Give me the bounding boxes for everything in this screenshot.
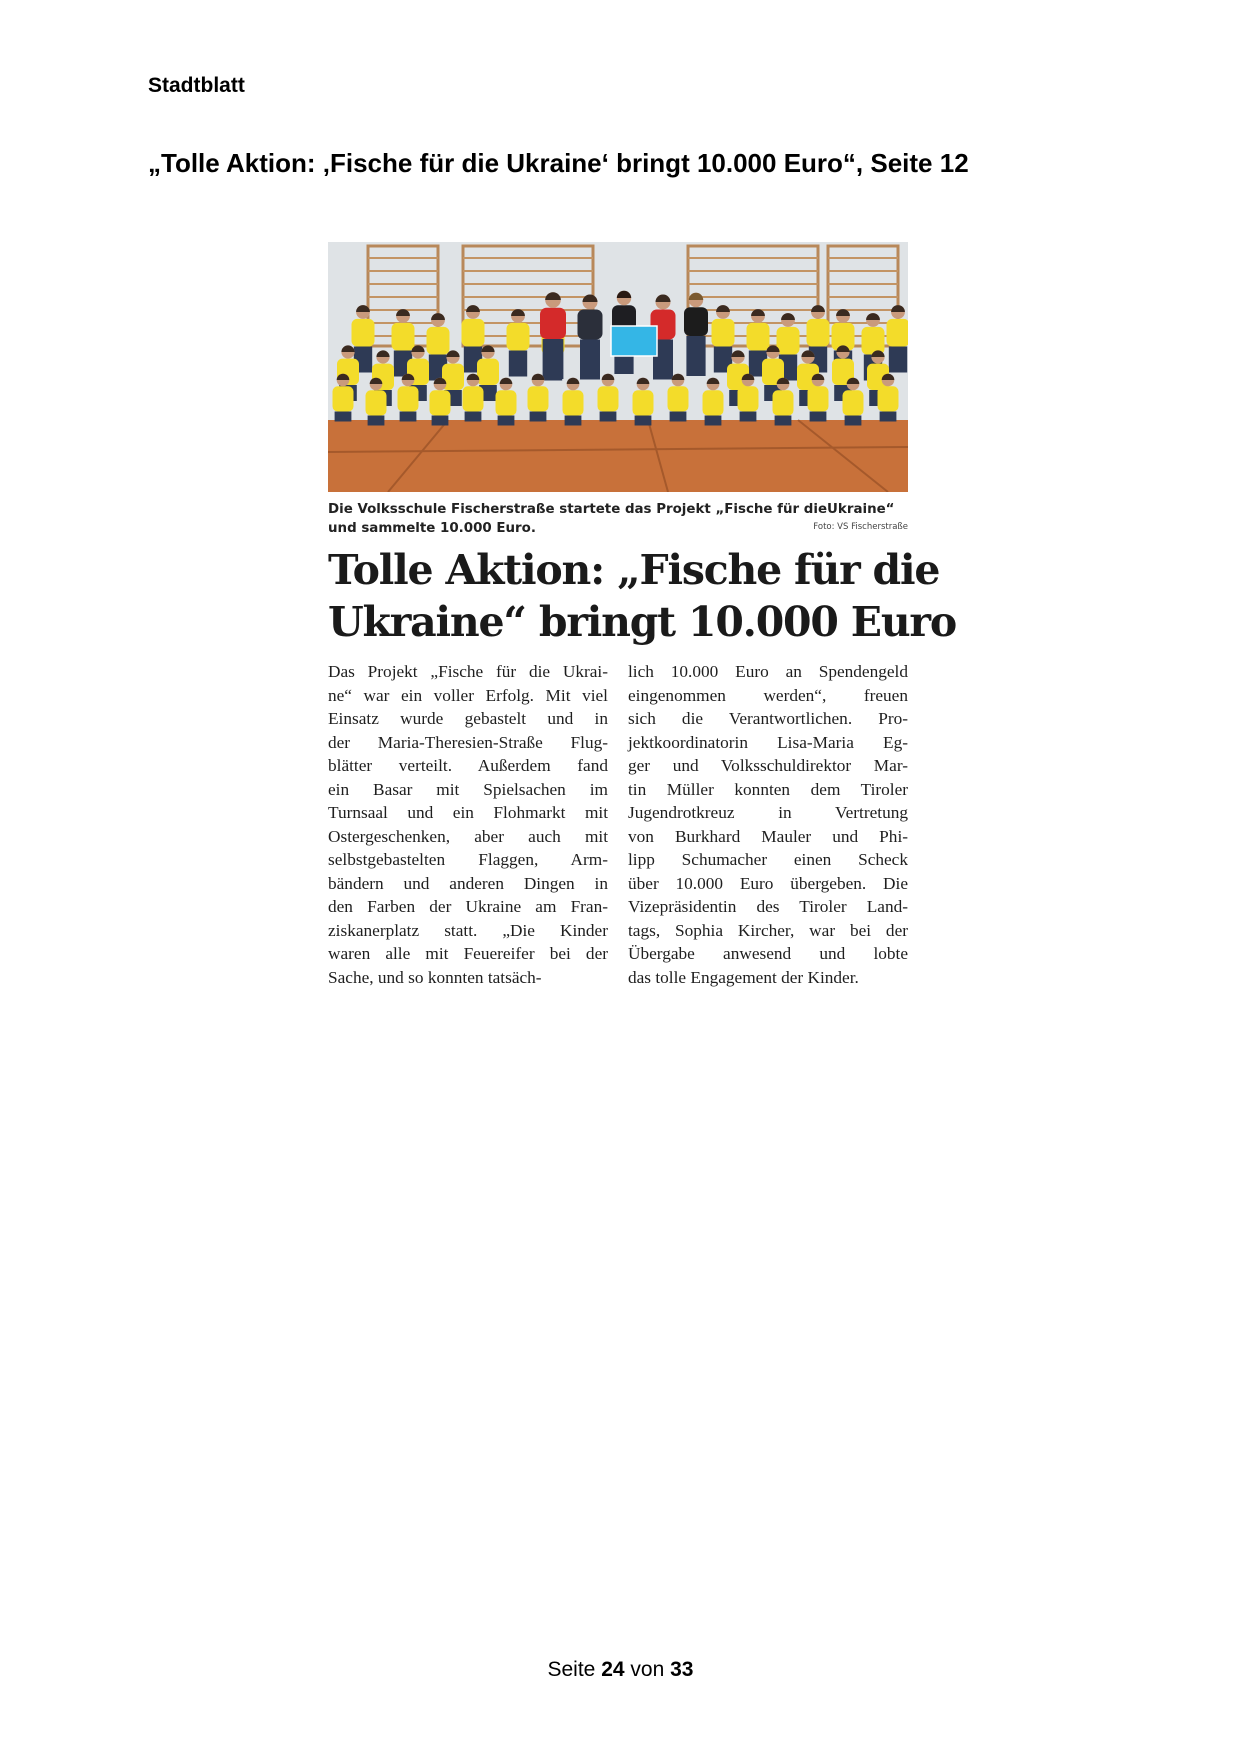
headline-line-2: Ukraine“ bringt 10.000 Euro — [328, 598, 956, 646]
footer-middle: von — [630, 1658, 665, 1681]
column-left-line: blätter verteilt. Außerdem fand — [328, 756, 608, 775]
column-right-line: Jugendrotkreuz in Vertretung — [628, 803, 908, 822]
column-right-line: von Burkhard Mauler und Phi- — [628, 826, 908, 846]
column-right-line: jektkoordinatorin Lisa-Maria Eg- — [628, 732, 908, 752]
footer-prefix: Seite — [547, 1658, 596, 1681]
column-right-line: über 10.000 Euro übergeben. Die — [628, 873, 908, 893]
column-right-line: eingenommen werden“, freuen — [628, 685, 908, 705]
article-column-right — [628, 660, 908, 989]
column-right-line: Übergabe anwesend und lobte — [628, 944, 908, 963]
column-left-line: den Farben der Ukraine am Fran- — [328, 897, 608, 916]
total-page-count: 33 — [670, 1658, 694, 1681]
column-left-line: ziskanerplatz statt. „Die Kinder — [328, 920, 608, 940]
column-left-line: waren alle mit Feuereifer bei der — [328, 944, 608, 963]
column-left-line: Turnsaal und ein Flohmarkt mit — [328, 803, 608, 822]
publication-name: Stadtblatt — [148, 74, 245, 97]
group-photo-illustration — [328, 242, 908, 492]
article-body — [328, 660, 908, 989]
column-left-line: ein Basar mit Spielsachen im — [328, 779, 608, 799]
column-left-line: selbstgebastelten Flaggen, Arm- — [328, 850, 608, 869]
column-left-line: Einsatz wurde gebastelt und in — [328, 709, 608, 728]
photo-credit: Foto: VS Fischerstraße — [813, 522, 908, 532]
column-right-line: ger und Volksschuldirektor Mar- — [628, 756, 908, 775]
column-right-line: tags, Sophia Kircher, war bei der — [628, 920, 908, 940]
current-page-number: 24 — [601, 1658, 625, 1681]
article-photo — [328, 242, 908, 492]
column-left-line: bändern und anderen Dingen in — [328, 873, 608, 893]
column-right-line: Vizepräsidentin des Tiroler Land- — [628, 897, 908, 916]
column-right-line: das tolle Engagement der Kinder. — [628, 967, 859, 987]
column-right-line: lich 10.000 Euro an Spendengeld — [628, 662, 908, 681]
column-right-line: tin Müller konnten dem Tiroler — [628, 779, 908, 799]
headline-line-1: Tolle Aktion: „Fische für die — [328, 546, 940, 594]
column-left-line: der Maria-Theresien-Straße Flug- — [328, 732, 608, 752]
article-column-left — [328, 660, 608, 989]
column-right-line: lipp Schumacher einen Scheck — [628, 850, 908, 869]
caption-line-2: und sammelte 10.000 Euro. — [328, 521, 536, 536]
article-headline — [328, 544, 956, 648]
page-footer — [0, 1658, 1241, 1682]
column-left-line: Ostergeschenken, aber auch mit — [328, 826, 608, 846]
column-right-line: sich die Verantwortlichen. Pro- — [628, 709, 908, 728]
document-title: „Tolle Aktion: ‚Fische für die Ukraine‘ bringt 10.000 Euro“, Seite 12 — [148, 148, 969, 178]
newspaper-clipping — [328, 242, 956, 989]
photo-caption — [328, 500, 908, 538]
column-left-line: Das Projekt „Fische für die Ukrai- — [328, 662, 608, 681]
column-left-line: Sache, und so konnten tatsäch- — [328, 967, 542, 987]
caption-line-1: Die Volksschule Fischerstraße startete das Projekt „Fische für dieUkraine“ — [328, 502, 895, 517]
column-left-line: ne“ war ein voller Erfolg. Mit viel — [328, 685, 608, 705]
